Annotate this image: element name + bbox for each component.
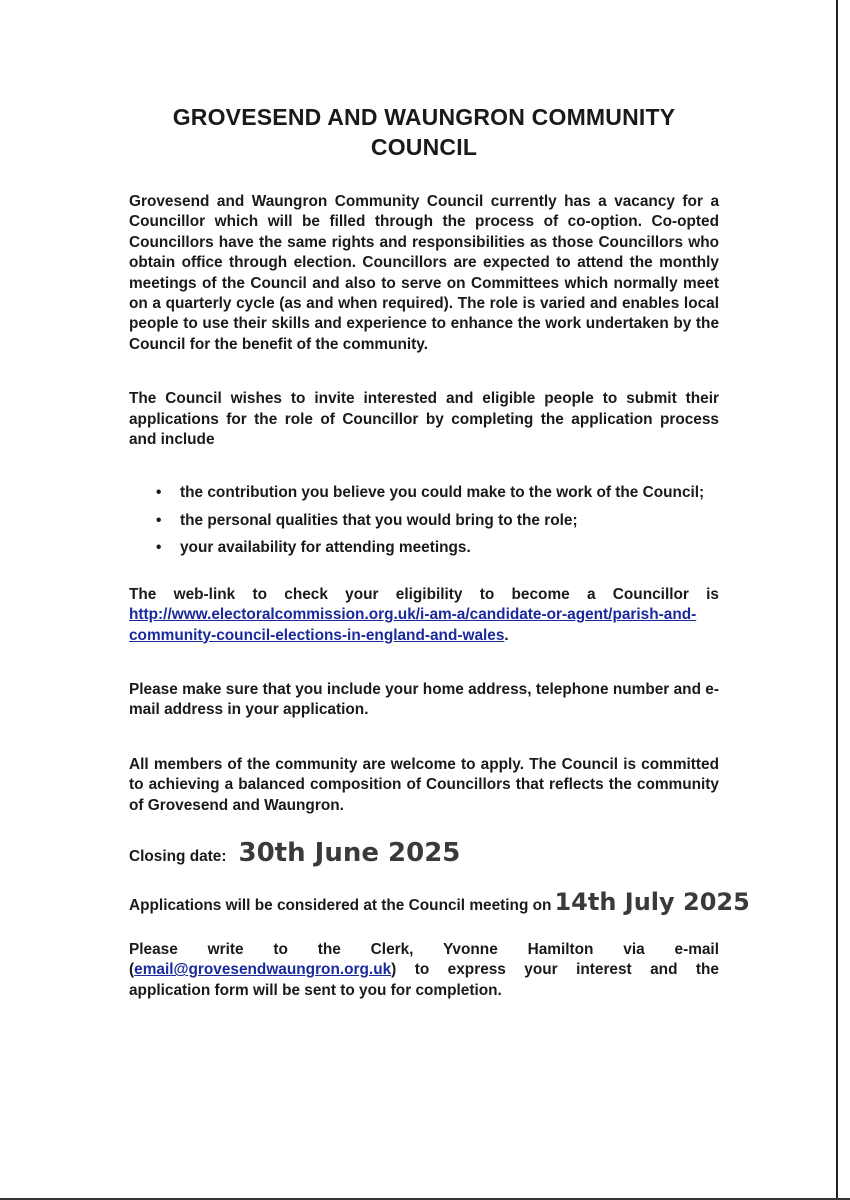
list-item [156, 483, 719, 503]
requirements-list [129, 483, 719, 558]
eligibility-text-end: . [504, 626, 509, 644]
clerk-text-end: ) to express your interest and the application form will be sent to you for completion. [129, 961, 719, 999]
document-body [129, 102, 750, 1001]
bullet-icon: • [156, 511, 162, 529]
intro-paragraph: Grovesend and Waungron Community Council currently has a vacancy for a Councillor which will be filled through the process of co-option. Co-opted Councillors have the same rights and responsibilities as those Councillors who obtain office through election. Councillors are expected to attend the monthly meetings of the Council and also to serve on Committees which normally meet on a quarterly cycle (as and when required). The role is varied and enables local people to use their skills and experience to enhance the work undertaken by the Council for the benefit of the community. [129, 193, 719, 353]
page-edge-right [836, 0, 838, 1200]
list-item [156, 538, 719, 558]
closing-date-row [129, 838, 719, 868]
closing-date-value: 30th June 2025 [238, 837, 461, 868]
meeting-date-row [129, 887, 750, 916]
clerk-email-link[interactable]: email@grovesendwaungron.org.uk [134, 961, 392, 979]
closing-date-label: Closing date: [129, 847, 227, 865]
eligibility-link[interactable]: http://www.electoralcommission.org.uk/i-am-a/candidate-or-agent/parish-and-community-council-elections-in-england-and-wales [129, 606, 697, 644]
address-paragraph: Please make sure that you include your home address, telephone number and e-mail address in your application. [129, 680, 719, 719]
clerk-paragraph [129, 940, 719, 1001]
invite-paragraph: The Council wishes to invite interested and eligible people to submit their applications for the role of Councillor by completing the application process and include [129, 390, 719, 449]
list-item-text: your availability for attending meetings. [180, 539, 471, 557]
bullet-icon: • [156, 484, 162, 502]
eligibility-text: The web-link to check your eligibility to become a Councillor is [129, 585, 719, 603]
list-item-text: the personal qualities that you would bring to the role; [180, 511, 578, 529]
bullet-icon: • [156, 539, 162, 557]
members-paragraph: All members of the community are welcome to apply. The Council is committed to achieving a balanced composition of Councillors that reflects the community of Grovesend and Waungron. [129, 755, 719, 814]
list-item [156, 511, 719, 531]
list-item-text: the contribution you believe you could make to the work of the Council; [180, 484, 705, 502]
document-title: GROVESEND AND WAUNGRON COMMUNITY COUNCIL [172, 104, 676, 160]
clerk-text: Please write to the Clerk, Yvonne Hamilton via e-mail ( [129, 940, 719, 979]
eligibility-paragraph [129, 585, 719, 646]
meeting-date-label: Applications will be considered at the Council meeting on [129, 896, 552, 914]
meeting-date-value: 14th July 2025 [554, 887, 750, 916]
